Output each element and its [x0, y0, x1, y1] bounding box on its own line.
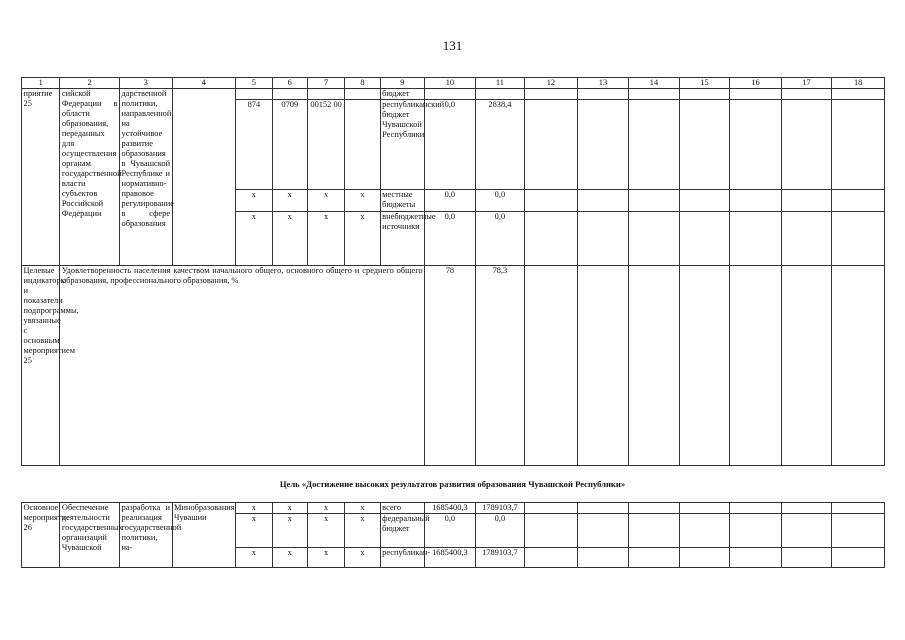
amount: 0,0 [425, 514, 476, 548]
funding-source: внебюджетные источники [380, 212, 424, 266]
measure-name: Обеспечение деятельности государственных организаций Чувашской [60, 503, 120, 568]
col-number: 6 [272, 78, 307, 89]
table-row [22, 503, 885, 514]
col-number: 12 [525, 78, 578, 89]
responsible-executor: Минобразования Чувашии [172, 503, 236, 568]
budget-code: x [272, 503, 307, 514]
budget-code: x [236, 503, 272, 514]
amount: 0,0 [425, 100, 476, 190]
budget-code: x [236, 190, 272, 212]
funding-source: республикан- [380, 548, 424, 568]
indicator-label: Целевые индикаторы и показатели подпрограммы, увязанные с основным мероприятием 25 [22, 266, 60, 466]
measure-label: Основное мероприятие 26 [22, 503, 60, 568]
col-number: 7 [307, 78, 344, 89]
indicator-row [22, 266, 885, 466]
col-number: 3 [120, 78, 173, 89]
budget-code: x [307, 548, 344, 568]
col-number: 14 [629, 78, 680, 89]
col-number: 17 [781, 78, 832, 89]
budget-code: x [272, 212, 307, 266]
amount: 0,0 [475, 212, 525, 266]
funding-source: всего [380, 503, 424, 514]
amount: 1685400,3 [425, 503, 476, 514]
budget-code: x [307, 514, 344, 548]
budget-code: 874 [236, 100, 272, 190]
amount: 0,0 [425, 190, 476, 212]
column-number-row [22, 78, 885, 89]
amount: 1789103,7 [475, 548, 525, 568]
program-table-bottom [21, 502, 885, 568]
budget-code: x [345, 212, 380, 266]
budget-code: x [345, 503, 380, 514]
table-row [22, 89, 885, 100]
budget-code: x [345, 190, 380, 212]
budget-code: x [345, 514, 380, 548]
budget-code: x [272, 190, 307, 212]
budget-code [345, 100, 380, 190]
budget-code: x [272, 548, 307, 568]
program-table-top [21, 77, 885, 466]
indicator-text: Удовлетворенность населения качеством начального общего, основного общего и среднего общего образования, профессионального образования, % [60, 266, 425, 466]
col-number: 10 [425, 78, 476, 89]
col-number: 2 [60, 78, 120, 89]
budget-code: 0709 [272, 100, 307, 190]
goal-title: Цель «Достижение высоких результатов развития образования Чувашской Республики» [279, 479, 626, 489]
budget-code: x [272, 514, 307, 548]
col-number: 5 [236, 78, 272, 89]
responsible-cell [172, 89, 236, 266]
col-number: 1 [22, 78, 60, 89]
funding-source: республиканский бюджет Чувашской Республики [380, 100, 424, 190]
amount: 0,0 [425, 212, 476, 266]
budget-code: x [236, 212, 272, 266]
col-number: 9 [380, 78, 424, 89]
budget-code: x [236, 514, 272, 548]
funding-source: бюджет [380, 89, 424, 100]
col-number: 15 [679, 78, 730, 89]
measure-name: сийской Федерации в области образования, переданных для осуществления органам государственной власти субъектов Российской Федерации [60, 89, 120, 266]
budget-code: 00152 00 [307, 100, 344, 190]
budget-code: x [307, 212, 344, 266]
col-number: 16 [730, 78, 782, 89]
col-number: 8 [345, 78, 380, 89]
funding-source: местные бюджеты [380, 190, 424, 212]
amount: 0,0 [475, 190, 525, 212]
measure-description: дарственной политики, направленной на устойчивое развитие образования в Чувашской Республике и нормативно-правовое регулирование в сфере образования [120, 89, 173, 266]
budget-code: x [345, 548, 380, 568]
amount: 0,0 [475, 514, 525, 548]
budget-code: x [307, 190, 344, 212]
col-number: 13 [577, 78, 629, 89]
indicator-value: 78 [425, 266, 476, 466]
budget-code: x [307, 503, 344, 514]
amount: 1685400,3 [425, 548, 476, 568]
measure-description: разработка и реализация государственной политики, на- [120, 503, 173, 568]
col-number: 11 [475, 78, 525, 89]
amount: 2838,4 [475, 100, 525, 190]
col-number: 4 [172, 78, 236, 89]
indicator-value: 78,3 [475, 266, 525, 466]
measure-label: приятие 25 [22, 89, 60, 266]
funding-source: федеральный бюджет [380, 514, 424, 548]
col-number: 18 [832, 78, 885, 89]
budget-code: x [236, 548, 272, 568]
amount: 1789103,7 [475, 503, 525, 514]
page-number: 131 [442, 38, 463, 53]
